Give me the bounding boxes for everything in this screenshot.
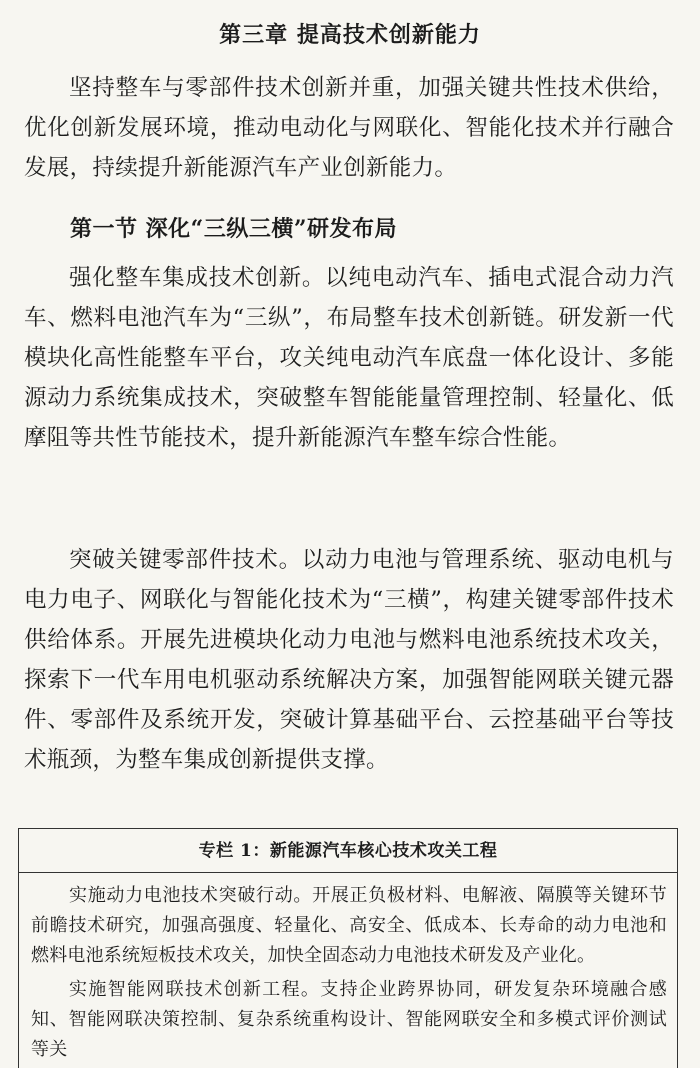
paragraph-lead: 突破关键零部件技术。 [69,547,302,573]
column-paragraph-body: 支持企业跨界协同，研发复杂环境融合感知、智能网联决策控制、复杂系统重构设计、智能网联安全和多模式评价测试等关 [31,979,667,1060]
column-paragraph-battery [31,881,667,971]
column-paragraph-lead: 实施智能网联技术创新工程。 [69,979,321,1000]
paragraph-body: 以纯电动汽车、插电式混合动力汽车、燃料电池汽车为“三纵”，布局整车技术创新链。研发新一代模块化高性能整车平台，攻关纯电动汽车底盘一体化设计、多能源动力系统集成技术，突破整车智能能量管理控制、轻量化、低摩阻等共性节能技术，提升新能源汽车整车综合性能。 [24,265,674,451]
paragraph-lead: 强化整车集成技术创新。 [69,265,326,291]
paragraph-vehicle-integration [24,258,674,458]
column-box [18,828,678,1068]
column-paragraph-lead: 实施动力电池技术突破行动。 [69,885,313,906]
paragraph-body: 以动力电池与管理系统、驱动电机与电力电子、网联化与智能化技术为“三横”，构建关键零部件技术供给体系。开展先进模块化动力电池与燃料电池系统技术攻关，探索下一代车用电机驱动系统解决方案，加强智能网联关键元器件、零部件及系统开发，突破计算基础平台、云控基础平台等技术瓶颈，为整车集成创新提供支撑。 [24,547,674,773]
column-paragraph-connected [31,975,667,1065]
intro-paragraph: 坚持整车与零部件技术创新并重，加强关键共性技术供给，优化创新发展环境，推动电动化与网联化、智能化技术并行融合发展，持续提升新能源汽车产业创新能力。 [24,75,674,181]
paragraph-key-components [24,540,674,780]
section-title: 第一节 深化“三纵三横”研发布局 [70,216,397,242]
column-box-title: 专栏 1：新能源汽车核心技术攻关工程 [19,829,677,873]
column-paragraph-body: 开展正负极材料、电解液、隔膜等关键环节前瞻技术研究，加强高强度、轻量化、高安全、低成本、长寿命的动力电池和燃料电池系统短板技术攻关，加快全固态动力电池技术研发及产业化。 [31,885,667,966]
chapter-title: 第三章 提高技术创新能力 [219,22,481,48]
